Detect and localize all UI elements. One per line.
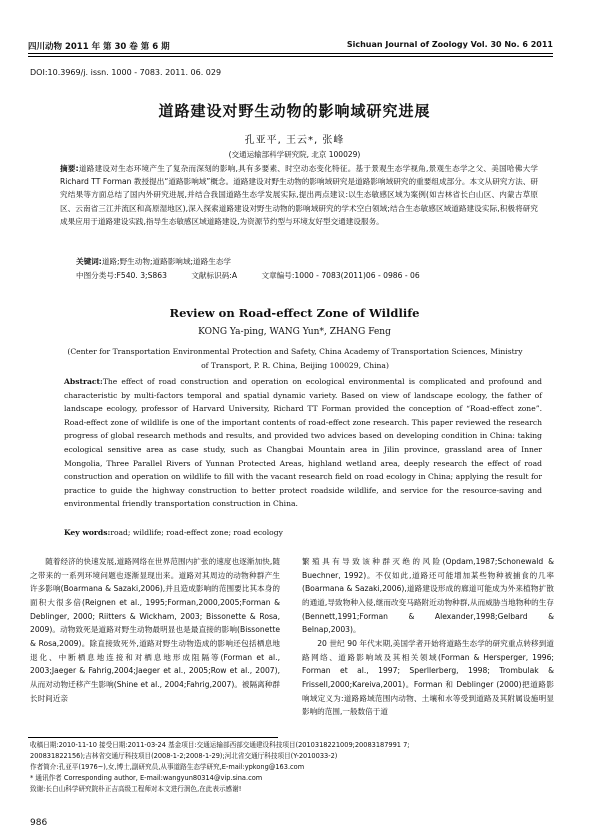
running-header-left: 四川动物 2011 年 第 30 卷 第 6 期: [28, 42, 170, 52]
affiliation-chinese: (交通运输部科学研究院, 北京 100029): [228, 150, 361, 159]
document-code: 文献标识码:A: [191, 271, 238, 280]
keywords-label-english: Key words:: [64, 528, 111, 537]
page-number: 986: [30, 818, 48, 828]
footnotes: [30, 740, 554, 795]
keywords-chinese: [76, 256, 231, 267]
footnote-funding: 200831822156);吉林省交通厅科技项目(2008-1-2;2008-1-29);河北省交通厅科技项目(Y-2010033-2): [30, 752, 338, 760]
abstract-text-chinese: 道路建设对生态环境产生了复杂而深刻的影响,具有多要素、时空动态变化特征。基于景观生态学视角,景观生态学之父、美国哈佛大学 Richard TT Forman 教授提出“道路影响域”概念。道路建设对野生动物的影响域研究是道路影响域研究的重要组成部分。本文从研究方法、研究结果等方面总结了国内外研究进展,并结合我国道路生态学发展实际,提出两点建议:以生态敏感区域为案例(如吉林省长白山区、内蒙古草原区、云南省三江并流区和高原湿地区),深入探索道路建设对野生动物的影响域研究的学术空白领域;结合生态敏感区域道路建设实际,积极将研究成果应用于道路建设实践,指导生态敏感区域道路建设,为资源节约型与环境友好型交通建设服务。: [60, 164, 538, 226]
footnote-received: 收稿日期:2010-11-10 接受日期:2011-03-24 基金项目:交通运输部西部交通建设科技项目(2010318221009;20083187991 7;: [30, 741, 410, 749]
running-header-right: Sichuan Journal of Zoology Vol. 30 No. 6 2011: [346, 40, 553, 49]
footnote-author-bio: 作者简介:孔亚平(1976~),女,博士,副研究员,从事道路生态学研究,E-mail:ypkong@163.com: [30, 763, 305, 771]
abstract-english: [64, 375, 542, 511]
footnote-acknowledgement: 致谢:长白山科学研究院朴正吉高级工程师对本文进行润色,在此表示感谢!: [30, 785, 242, 793]
keywords-text-english: road; wildlife; road-effect zone; road ecology: [110, 528, 283, 537]
clc-number: 中图分类号:F540. 3;S863: [76, 271, 167, 280]
abstract-text-english: The effect of road construction and operation on ecological environmental is complicated and profound and characteristic by multi-factors temporal and spatial dynamic variety. Based on view of landscape ecology, the father of landscape ecology, professor of Harvard University, Richard TT Forman provided the conception of “Road-effect zone”. Road-effect zone of wildlife is one of the important contents of road-effect zone research. This paper reviewed the research progress of global research methods and results, and provided two advices based on developing condition in China: taking ecological sensitive area as case study, such as Changbai Mountain area in Jilin province, grassland area of Inner Mongolia, Three Parallel Rivers of Yunnan Protected Areas, highland wetland area, deeply research the effect of road construction and operation on wildlife to fill with the vacant research field on road ecology in China; applying the result for practice to guide the highway construction to better protect roadside wildlife, and service for the resource-saving and environmental friendly transportation construction in China.: [64, 377, 542, 509]
footnote-rule: [28, 737, 278, 738]
keywords-english: [64, 528, 283, 537]
body-paragraph: 随着经济的快速发展,道路网络在世界范围内扩张的速度也逐渐加快,随之带来的一系列环境问题也逐渐显现出来。道路对其周边的动物种群产生许多影响(Boarmana & Sazaki,2006),并且造成影响的范围要比其本身的面积大很多倍(Reignen et al., 1995;Forman,2000,2005;Forman & Deblinger, 2000; Riitters & Wickham, 2003; Bissonette & Rosa, 2009)。动物致死是道路对野生动物最明显也是最直接的影响(Bissonette & Rosa,2009)。除直接致死外,道路对野生动物造成的影响还包括栖息地退化、中断栖息地连接和对栖息地形成阻隔等(Forman et al., 2003;Jaeger & Fahrig,2004;Jaeger et al., 2005;Row et al., 2007),从而对动物迁移产生影响(Shine et al., 2004;Fahrig,2007)。被隔离种群长时间近亲: [30, 557, 280, 703]
title-english: Review on Road-effect Zone of Wildlife: [169, 306, 420, 320]
classification-line: [76, 270, 442, 281]
body-paragraph: 繁殖具有导致该种群灭绝的风险(Opdam,1987;Schonewald & Buechner, 1992)。不仅如此,道路还可能增加某些物种被捕食的几率(Boarmana & Sazaki,2006),道路建设形成的廊道可能成为外来植物扩散的通道,导致物种入侵,继而改变马路附近动物种群,从而威胁当地物种的生存(Bennett,1991;Forman & Alexander,1998;Gelbard & Belnap,2003)。: [302, 557, 554, 635]
abstract-chinese: [60, 162, 538, 228]
body-paragraph: 20 世纪 90 年代末期,美国学者开始将道路生态学的研究重点转移到道路网络、道路影响域及其相关领域(Forman & Hersperger, 1996; Forman et al., 1997; Sperllerberg, 1998; Trombulak & Frissell,2000;Kareiva,2001)。Forman 和 Deblinger (2000)把道路影响域定义为:道路路域范围内动物、土壤和水等受到道路及其附属设施明显影响的范围,一般数倍于道: [302, 638, 554, 717]
article-number: 文章编号:1000 - 7083(2011)06 - 0986 - 06: [261, 271, 420, 280]
keywords-label-chinese: 关键词:: [76, 257, 102, 266]
authors-english: KONG Ya-ping, WANG Yun*, ZHANG Feng: [198, 327, 391, 337]
header-rule: [28, 53, 553, 54]
body-column-right: [302, 555, 554, 719]
affiliation-english: (Center for Transportation Environmental Protection and Safety, China Academy of Transportation Sciences, Ministry of Transport, P. R. China, Beijing 100029, China): [67, 347, 523, 370]
title-chinese: 道路建设对野生动物的影响域研究进展: [158, 102, 431, 120]
authors-chinese: 孔亚平, 王云*, 张峰: [244, 135, 345, 146]
body-column-left: [30, 555, 280, 705]
abstract-label-chinese: 摘要:: [60, 164, 79, 173]
keywords-text-chinese: 道路;野生动物;道路影响域;道路生态学: [101, 257, 232, 266]
footnote-corresponding: * 通讯作者 Corresponding author, E-mail:wangyun80314@vip.sina.com: [30, 774, 263, 782]
doi: DOI:10.3969/j. issn. 1000 - 7083. 2011. 06. 029: [30, 68, 222, 77]
abstract-label-english: Abstract:: [64, 377, 103, 386]
header-rule-thin: [28, 56, 553, 57]
